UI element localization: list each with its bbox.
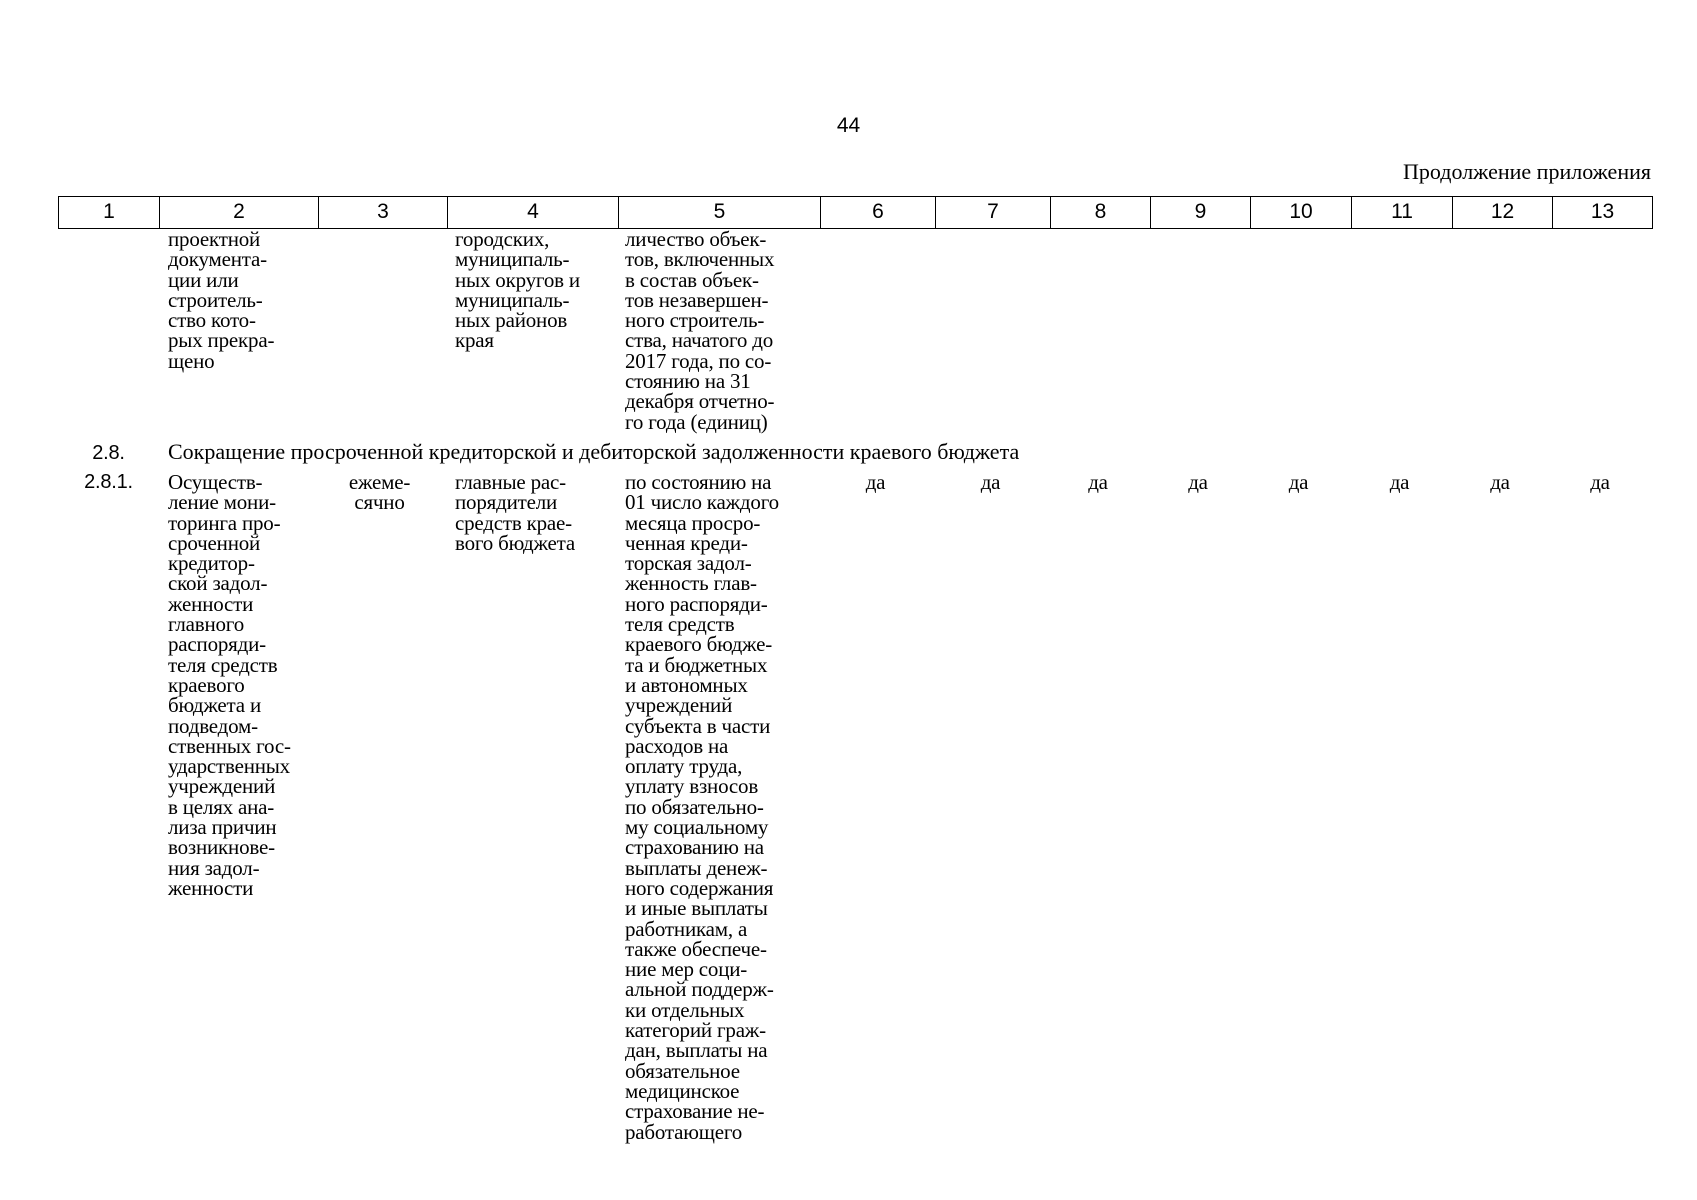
header-col-4: 4 xyxy=(448,197,619,228)
row-value-col12: да xyxy=(1490,470,1510,494)
header-col-8: 8 xyxy=(1051,197,1151,228)
table-header-row xyxy=(58,196,1653,229)
row-indicator: по состоянию на 01 число каждого месяца просро- ченная креди- торская задол- женность глав- ного распоряди- теля средств краевого бюдже- та и бюджетных и автономных учреждений субъекта в части расходов на оплату труда, уплату взносов по обязательно- му социальному страхованию на выплаты денеж- ного содержания и иные выплаты работникам, а также обеспече- ние мер соци- альной поддерж- ки отдельных категорий граж- дан, выплаты на обязательное медицинское страхование не- работающего xyxy=(625,470,779,1144)
header-col-5: 5 xyxy=(619,197,821,228)
row-value-col11: да xyxy=(1389,470,1410,494)
continuation-col2-text: проектной документа- ции или строитель- ство кото- рых прекра- щено xyxy=(168,227,275,373)
header-col-2: 2 xyxy=(160,197,319,228)
header-col-10: 10 xyxy=(1251,197,1352,228)
row-value-col10: да xyxy=(1288,470,1309,494)
row-value-col9: да xyxy=(1188,470,1208,494)
header-col-12: 12 xyxy=(1453,197,1553,228)
row-periodicity: ежеме- сячно xyxy=(348,470,411,515)
row-responsible: главные рас- порядители средств крае- вого бюджета xyxy=(455,470,576,555)
row-number: 2.8.1. xyxy=(84,471,133,493)
row-value-col6: да xyxy=(865,470,886,494)
header-col-13: 13 xyxy=(1553,197,1653,228)
section-title: Сокращение просроченной кредиторской и дебиторской задолженности краевого бюджета xyxy=(168,439,1020,464)
row-value-col7: да xyxy=(980,470,1001,494)
appendix-note: Продолжение приложения xyxy=(1403,159,1651,184)
header-col-3: 3 xyxy=(319,197,448,228)
row-value-col8: да xyxy=(1088,470,1108,494)
continuation-col5-text: личество объек- тов, включенных в состав объек- тов незавершен- ного строитель- ства, начатого до 2017 года, по со- стоянию на 31 декабря отчетно- го года (единиц) xyxy=(625,227,775,434)
row-measure-description: Осуществ- ление мони- торинга про- сроченной кредитор- ской задол- женности главного распоряди- теля средств краевого бюджета и подведом- ственных гос- ударственных учреждений в целях ана- лиза причин возникнове- ния задол- женности xyxy=(168,470,291,900)
row-value-col13: да xyxy=(1590,470,1610,494)
page-number: 44 xyxy=(836,114,861,137)
continuation-col4-text: городских, муниципаль- ных округов и муниципаль- ных районов края xyxy=(455,227,580,353)
header-col-7: 7 xyxy=(936,197,1051,228)
section-number: 2.8. xyxy=(92,442,125,464)
header-col-6: 6 xyxy=(821,197,936,228)
header-col-9: 9 xyxy=(1151,197,1251,228)
header-col-11: 11 xyxy=(1352,197,1453,228)
header-col-1: 1 xyxy=(59,197,160,228)
